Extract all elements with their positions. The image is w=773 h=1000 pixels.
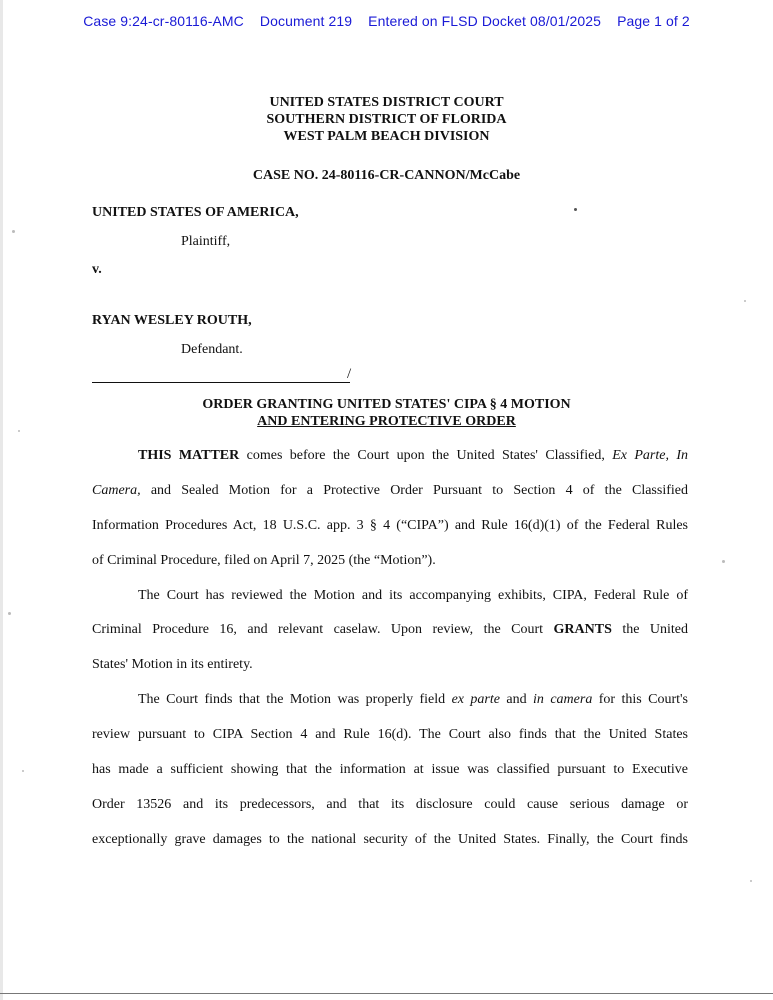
- court-heading: [0, 94, 773, 145]
- docket-document: Document 219: [259, 13, 353, 29]
- scan-edge: [0, 0, 3, 1000]
- docket-case: Case 9:24-cr-80116-AMC: [83, 13, 244, 29]
- court-name: UNITED STATES DISTRICT COURT: [269, 95, 504, 110]
- p3-line2: review pursuant to CIPA Section 4 and Rule 16(d). The Court also finds that the United States: [92, 727, 688, 742]
- p3-line5: exceptionally grave damages to the national security of the United States. Finally, the Court finds: [92, 832, 688, 847]
- p1-line2: Camera, and Sealed Motion for a Protective Order Pursuant to Section 4 of the Classified: [92, 483, 688, 498]
- p2-line3: States' Motion in its entirety.: [92, 657, 253, 672]
- docket-page: Page 1 of 2: [617, 13, 690, 29]
- order-title-line2: AND ENTERING PROTECTIVE ORDER: [257, 414, 516, 429]
- court-district: SOUTHERN DISTRICT OF FLORIDA: [266, 112, 507, 127]
- caption-rule: [92, 382, 350, 383]
- order-title-line1: ORDER GRANTING UNITED STATES' CIPA § 4 MOTION: [202, 397, 571, 412]
- p1-line1: THIS MATTER comes before the Court upon the United States' Classified, Ex Parte, In: [138, 448, 688, 463]
- court-division: WEST PALM BEACH DIVISION: [283, 129, 490, 144]
- scan-speck: [750, 880, 752, 882]
- scan-speck: [574, 208, 577, 211]
- scan-speck: [18, 430, 20, 432]
- p3-line1: The Court finds that the Motion was properly field ex parte and in camera for this Court's: [138, 692, 688, 707]
- p3-line4: Order 13526 and its predecessors, and that its disclosure could cause serious damage or: [92, 797, 688, 812]
- p2-line1: The Court has reviewed the Motion and its accompanying exhibits, CIPA, Federal Rule of: [138, 588, 688, 603]
- scan-speck: [722, 560, 725, 563]
- docket-entered: Entered on FLSD Docket 08/01/2025: [368, 13, 602, 29]
- scan-speck: [12, 230, 15, 233]
- p1-line4: of Criminal Procedure, filed on April 7, 2025 (the “Motion”).: [92, 553, 436, 568]
- order-title: [0, 396, 773, 430]
- scan-speck: [744, 300, 746, 302]
- plaintiff-name: UNITED STATES OF AMERICA,: [92, 205, 299, 220]
- caption-slash: /: [347, 366, 352, 382]
- scan-speck: [8, 612, 11, 615]
- plaintiff-role: Plaintiff,: [181, 234, 231, 249]
- defendant-role: Defendant.: [181, 342, 243, 357]
- docket-header: [0, 13, 773, 29]
- versus: v.: [92, 262, 102, 277]
- case-number: CASE NO. 24-80116-CR-CANNON/McCabe: [252, 168, 521, 183]
- page-bottom-edge: [0, 993, 773, 994]
- scan-speck: [22, 770, 24, 772]
- p1-line3: Information Procedures Act, 18 U.S.C. app. 3 § 4 (“CIPA”) and Rule 16(d)(1) of the Federal Rules: [92, 518, 688, 533]
- defendant-name: RYAN WESLEY ROUTH,: [92, 313, 252, 328]
- p3-line3: has made a sufficient showing that the information at issue was classified pursuant to Executive: [92, 762, 688, 777]
- p2-line2: Criminal Procedure 16, and relevant caselaw. Upon review, the Court GRANTS the United: [92, 622, 689, 637]
